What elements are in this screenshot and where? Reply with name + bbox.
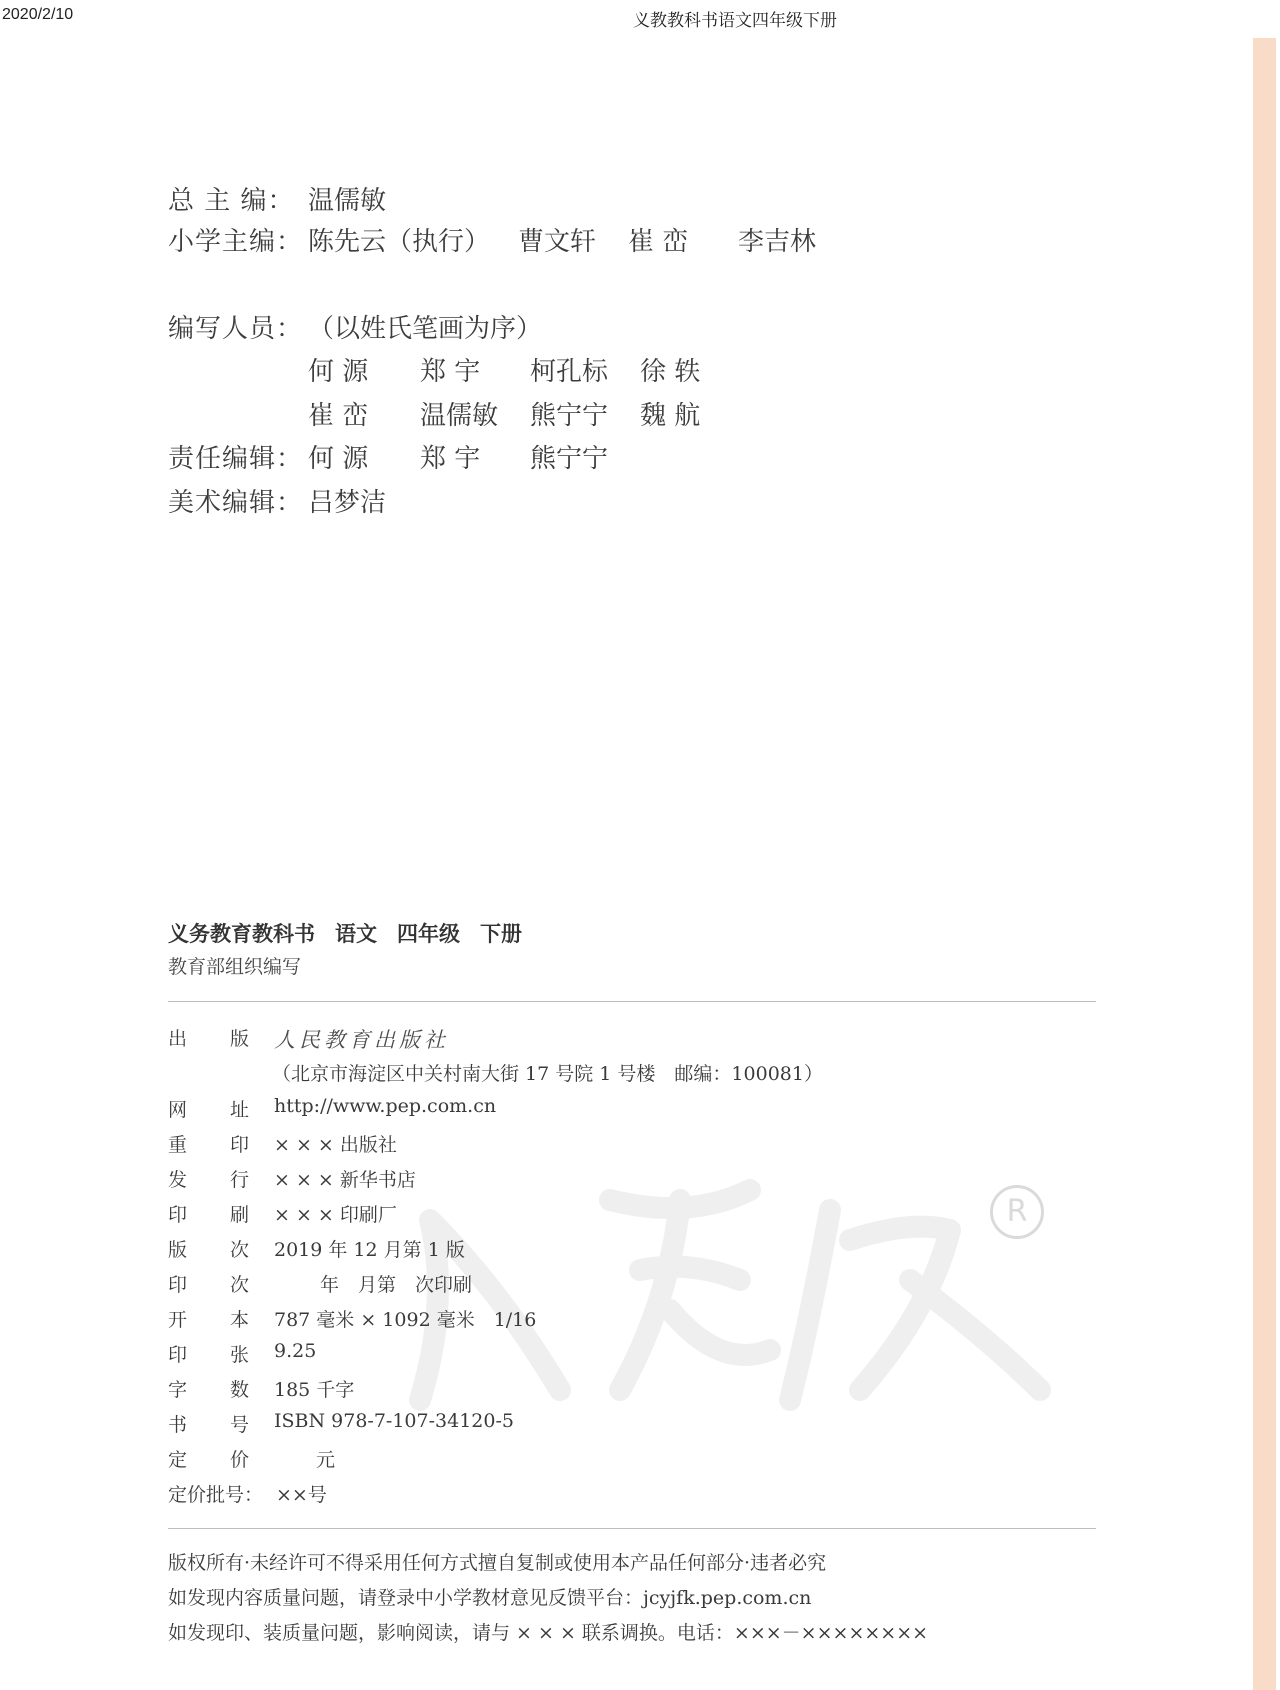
imprint-key: 重 <box>168 1134 188 1156</box>
publisher-address: （北京市海淀区中关村南大街 17 号院 1 号楼 邮编：100081） <box>272 1063 823 1085</box>
credit-label: 美术编辑： <box>168 488 304 518</box>
imprint-key: 定价批号： <box>168 1484 264 1506</box>
imprint-key: 印 <box>168 1274 188 1296</box>
imprint-key: 次 <box>230 1274 250 1296</box>
publisher-logo: 人民教育出版社 <box>274 1028 449 1052</box>
website-url: http://www.pep.com.cn <box>274 1095 497 1117</box>
imprint-key: 印 <box>230 1134 250 1156</box>
credit-label: 总 主 编： <box>168 186 295 216</box>
editor-name: 熊宁宁 <box>530 444 609 474</box>
imprint-value: 年 月第 次印刷 <box>320 1274 473 1296</box>
imprint-key: 定 <box>168 1449 188 1471</box>
imprint-key: 刷 <box>230 1204 250 1226</box>
feedback-notice: 如发现内容质量问题，请登录中小学教材意见反馈平台：jcyjfk.pep.com.cn <box>168 1587 812 1609</box>
print-date: 2020/2/10 <box>2 6 74 23</box>
imprint-key: 次 <box>230 1239 250 1261</box>
book-grade: 四年级 <box>397 922 460 946</box>
imprint-key: 书 <box>168 1414 188 1436</box>
writer-name: 崔 峦 <box>308 401 369 431</box>
imprint-key: 网 <box>168 1099 188 1121</box>
registered-mark-icon: R <box>990 1185 1044 1239</box>
isbn-value: ISBN 978-7-107-34120-5 <box>274 1410 514 1432</box>
writer-name: 徐 轶 <box>640 357 701 387</box>
imprint-key: 数 <box>230 1379 250 1401</box>
print-quality-notice: 如发现印、装质量问题，影响阅读，请与 × × × 联系调换。电话：×××－×××××××× <box>168 1622 929 1644</box>
credit-label: 编写人员： <box>168 314 304 344</box>
imprint-key: 号 <box>230 1414 250 1436</box>
divider <box>168 1528 1096 1529</box>
imprint-key: 印 <box>168 1204 188 1226</box>
imprint-key: 字 <box>168 1379 188 1401</box>
imprint-value: ××号 <box>276 1484 327 1506</box>
page-edge-strip <box>1253 38 1276 1690</box>
organizer: 教育部组织编写 <box>168 956 302 978</box>
imprint-key: 张 <box>230 1344 250 1366</box>
writer-name: 温儒敏 <box>420 401 499 431</box>
editor-name: 崔 峦 <box>628 227 689 257</box>
editor-name: 温儒敏 <box>308 186 387 216</box>
writers-note: （以姓氏笔画为序） <box>308 314 543 344</box>
editor-name: 郑 宇 <box>420 444 481 474</box>
imprint-key: 出 <box>168 1028 188 1050</box>
editor-name: 陈先云（执行） <box>308 227 491 257</box>
imprint-key: 发 <box>168 1169 188 1191</box>
print-header <box>0 4 1280 31</box>
book-title <box>168 918 542 948</box>
writer-name: 魏 航 <box>640 401 701 431</box>
editor-name: 何 源 <box>308 444 369 474</box>
print-title: 义教教科书语文四年级下册 <box>633 11 837 31</box>
writer-name: 郑 宇 <box>420 357 481 387</box>
imprint-key: 版 <box>168 1239 188 1261</box>
imprint-key: 开 <box>168 1309 188 1331</box>
imprint-key: 版 <box>230 1028 250 1050</box>
imprint-key: 本 <box>230 1309 250 1331</box>
imprint-value: 2019 年 12 月第 1 版 <box>274 1239 465 1261</box>
editor-name: 吕梦洁 <box>308 488 387 518</box>
credit-label: 小学主编： <box>168 227 304 257</box>
divider <box>168 1001 1096 1002</box>
imprint-value: 9.25 <box>274 1340 317 1362</box>
book-volume: 下册 <box>480 922 522 946</box>
editor-name: 曹文轩 <box>518 227 597 257</box>
imprint-key: 行 <box>230 1169 250 1191</box>
imprint-value: × × × 出版社 <box>274 1134 397 1156</box>
book-subject: 语文 <box>335 922 377 946</box>
book-series: 义务教育教科书 <box>168 922 315 946</box>
writer-name: 柯孔标 <box>530 357 609 387</box>
imprint-value: × × × 印刷厂 <box>274 1204 397 1226</box>
imprint-key: 址 <box>230 1099 250 1121</box>
imprint-value: 185 千字 <box>274 1379 355 1401</box>
writer-name: 熊宁宁 <box>530 401 609 431</box>
imprint-key: 印 <box>168 1344 188 1366</box>
price-value: 元 <box>316 1449 336 1471</box>
editor-name: 李吉林 <box>738 227 817 257</box>
imprint-value: 787 毫米 × 1092 毫米 1/16 <box>274 1309 537 1331</box>
credit-label: 责任编辑： <box>168 444 304 474</box>
copyright-notice: 版权所有·未经许可不得采用任何方式擅自复制或使用本产品任何部分·违者必究 <box>168 1552 827 1574</box>
writer-name: 何 源 <box>308 357 369 387</box>
watermark-logo <box>390 1160 1070 1420</box>
imprint-value: × × × 新华书店 <box>274 1169 416 1191</box>
imprint-key: 价 <box>230 1449 250 1471</box>
